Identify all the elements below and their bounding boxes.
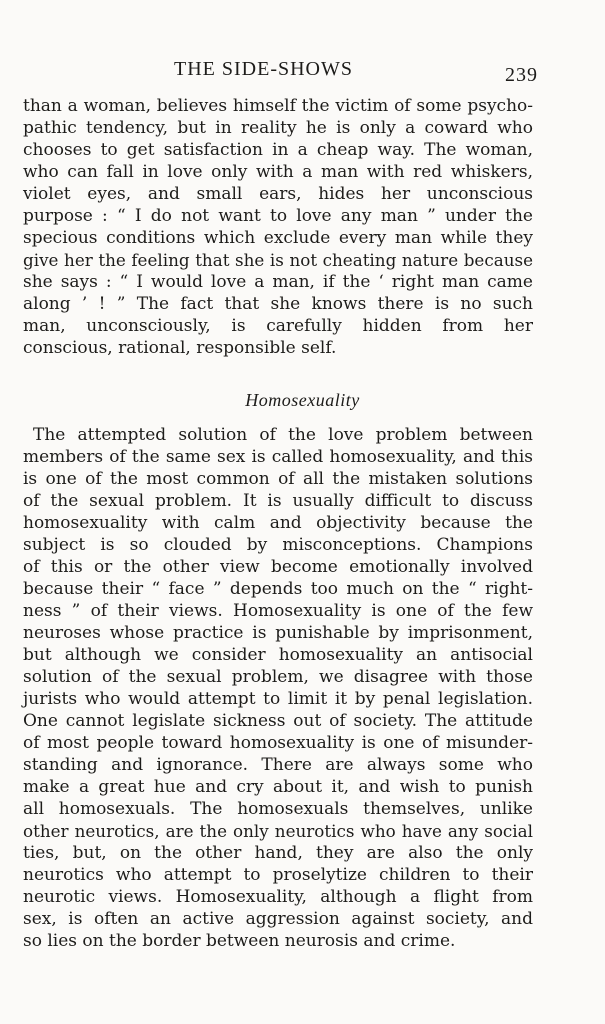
text-line: who can fall in love only with a man with red whiskers, — [23, 162, 533, 182]
text-line: chooses to get satisfaction in a cheap way. The woman, — [23, 140, 533, 160]
text-line: give her the feeling that she is not cheating nature because — [23, 250, 533, 270]
text-line: make a great hue and cry about it, and wish to punish — [23, 777, 533, 797]
text-line: conscious, rational, responsible self. — [23, 338, 337, 358]
text-line: other neurotics, are the only neurotics who have any social — [23, 821, 533, 841]
text-line: of the sexual problem. It is usually difficult to discuss — [23, 491, 533, 511]
text-line: jurists who would attempt to limit it by penal legislation. — [23, 689, 533, 709]
text-line: subject is so clouded by misconceptions. Champions — [23, 535, 533, 555]
text-line: neurotic views. Homosexuality, although a flight from — [23, 887, 533, 907]
text-line: ness ” of their views. Homosexuality is one of the few — [23, 601, 533, 621]
text-line: but although we consider homosexuality an antisocial — [23, 645, 533, 665]
text-line: sex, is often an active aggression against society, and — [23, 909, 533, 929]
text-line: purpose : “ I do not want to love any man ” under the — [23, 206, 533, 226]
paragraph-continued — [23, 95, 533, 359]
text-line: man, unconsciously, is carefully hidden from her — [23, 316, 533, 336]
text-line: violet eyes, and small ears, hides her unconscious — [23, 184, 533, 204]
text-line: The attempted solution of the love problem between — [33, 425, 533, 445]
text-line: neuroses whose practice is punishable by imprisonment, — [23, 623, 533, 643]
text-line: all homosexuals. The homosexuals themselves, unlike — [23, 799, 533, 819]
text-line: so lies on the border between neurosis and crime. — [23, 931, 456, 951]
text-line: standing and ignorance. There are always some who — [23, 755, 533, 775]
text-line: ties, but, on the other hand, they are also the only — [23, 843, 533, 863]
text-line: members of the same sex is called homosexuality, and this — [23, 447, 533, 467]
text-line: along ’ ! ” The fact that she knows there is no such — [23, 294, 533, 314]
section-heading: Homosexuality — [245, 390, 360, 410]
text-line: One cannot legislate sickness out of society. The attitude — [23, 711, 533, 731]
text-line: solution of the sexual problem, we disagree with those — [23, 667, 533, 687]
text-line: pathic tendency, but in reality he is only a coward who — [23, 118, 533, 138]
text-line: is one of the most common of all the mistaken solutions — [23, 469, 533, 489]
text-line: she says : “ I would love a man, if the ‘ right man came — [23, 272, 533, 292]
paragraph-homosexuality — [23, 424, 533, 952]
page-number: 239 — [505, 64, 538, 86]
text-line: because their “ face ” depends too much on the “ right- — [23, 579, 533, 599]
text-line: than a woman, believes himself the victim of some psycho- — [23, 96, 533, 116]
text-line: of most people toward homosexuality is one of misunder- — [23, 733, 533, 753]
text-line: of this or the other view become emotionally involved — [23, 557, 533, 577]
text-line: specious conditions which exclude every man while they — [23, 228, 533, 248]
text-line: homosexuality with calm and objectivity because the — [23, 513, 533, 533]
text-line: neurotics who attempt to proselytize children to their — [23, 865, 533, 885]
running-head-title: THE SIDE-SHOWS — [174, 58, 353, 80]
